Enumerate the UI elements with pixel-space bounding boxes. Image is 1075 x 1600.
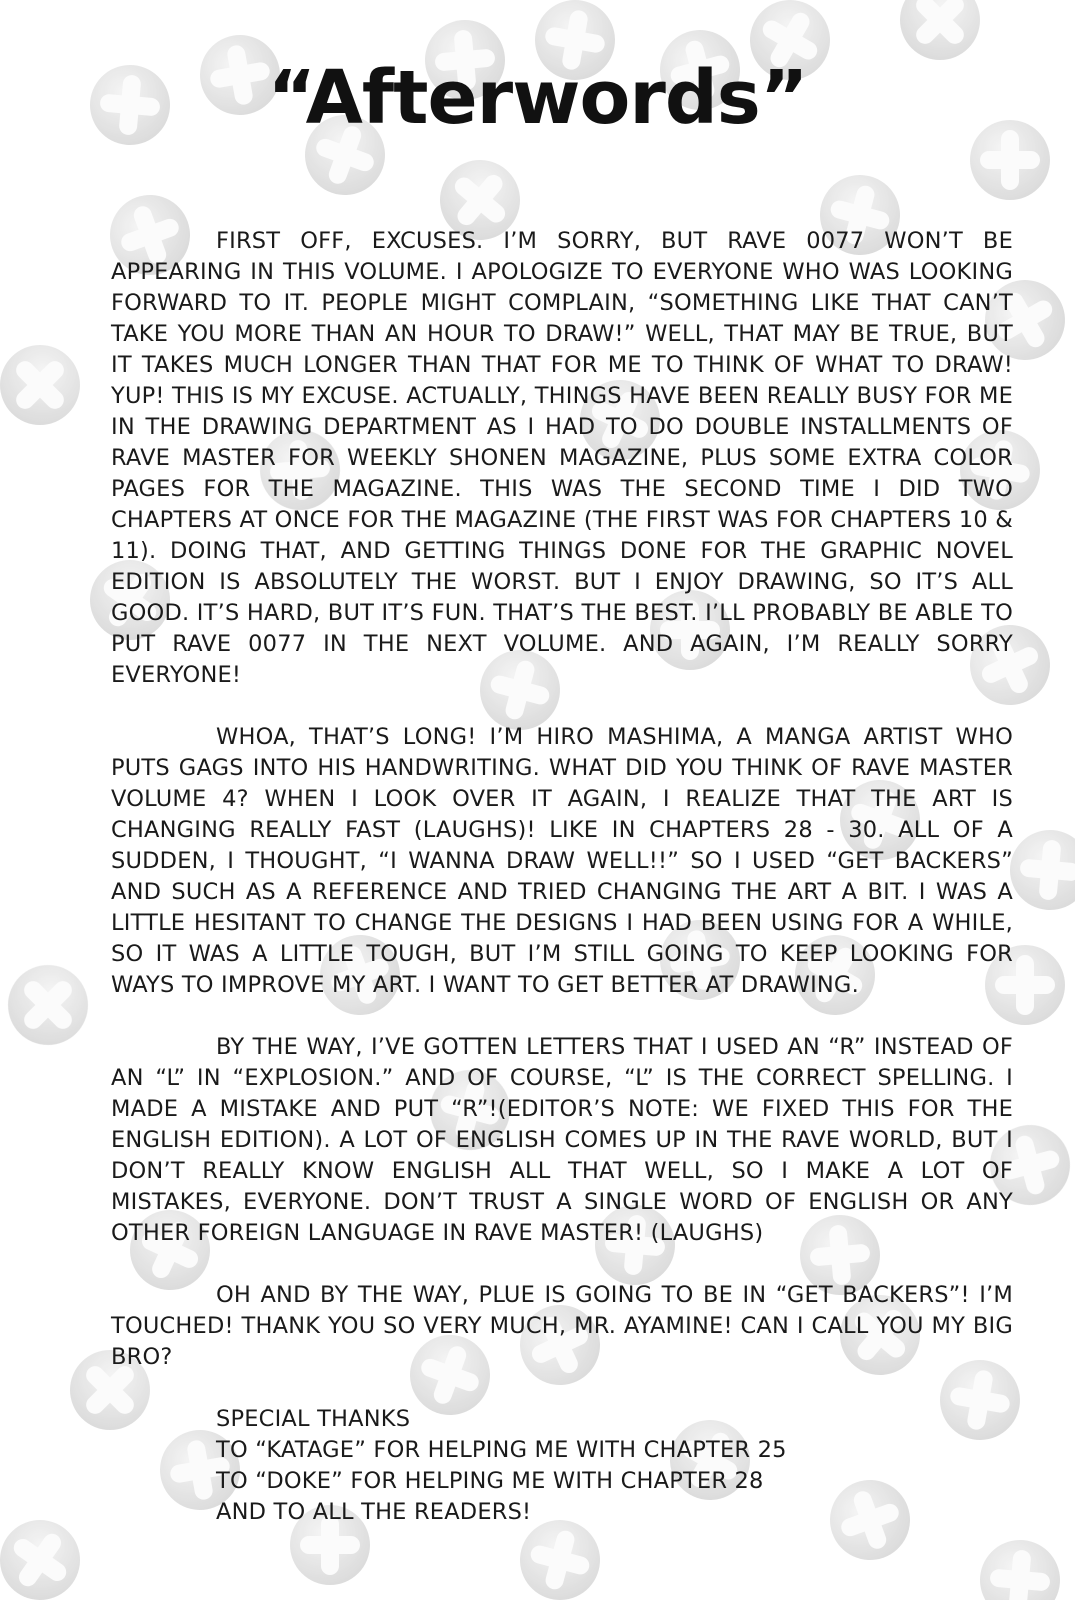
paragraph-english-spelling: BY THE WAY, I’VE GOTTEN LETTERS THAT I USED AN “R” INSTEAD OF AN “L” IN “EXPLOSION.” AND OF COURSE, “L” IS THE CORRECT SPELLING. I MADE A MISTAKE AND PUT “R”!(EDITOR’S NOTE: WE FIXED THIS FOR THE ENGLISH EDITION). A LOT OF ENGLISH COMES UP IN THE RAVE WORLD, BUT I DON’T REALLY KNOW ENGLISH ALL THAT WELL, SO I MAKE A LOT OF MISTAKES, EVERYONE. DON’T TRUST A SINGLE WORD OF ENGLISH OR ANY OTHER FOREIGN LANGUAGE IN RAVE MASTER! (LAUGHS) <box>111 1034 1013 1246</box>
page-title: “Afterwords” <box>267 55 808 141</box>
special-thanks <box>216 1404 1013 1528</box>
thanks-line-readers: AND TO ALL THE READERS! <box>216 1499 532 1525</box>
thanks-line-katage: TO “KATAGE” FOR HELPING ME WITH CHAPTER 25 <box>216 1437 787 1463</box>
afterword-text <box>111 226 1013 1528</box>
paragraph-excuses: FIRST OFF, EXCUSES. I’M SORRY, BUT RAVE 0077 WON’T BE APPEARING IN THIS VOLUME. I APOLOGIZE TO EVERYONE WHO WAS LOOKING FORWARD TO IT. PEOPLE MIGHT COMPLAIN, “SOMETHING LIKE THAT CAN’T TAKE YOU MORE THAN AN HOUR TO DRAW!” WELL, THAT MAY BE TRUE, BUT IT TAKES MUCH LONGER THAN THAT FOR ME TO THINK OF WHAT TO DRAW! YUP! THIS IS MY EXCUSE. ACTUALLY, THINGS HAVE BEEN REALLY BUSY FOR ME IN THE DRAWING DEPARTMENT AS I HAD TO DO DOUBLE INSTALLMENTS OF RAVE MASTER FOR WEEKLY SHONEN MAGAZINE, PLUS SOME EXTRA COLOR PAGES FOR THE MAGAZINE. THIS WAS THE SECOND TIME I DID TWO CHAPTERS AT ONCE FOR THE MAGAZINE (THE FIRST WAS FOR CHAPTERS 10 & 11). DOING THAT, AND GETTING THINGS DONE FOR THE GRAPHIC NOVEL EDITION IS ABSOLUTELY THE WORST. BUT I ENJOY DRAWING, SO IT’S ALL GOOD. IT’S HARD, BUT IT’S FUN. THAT’S THE BEST. I’LL PROBABLY BE ABLE TO PUT RAVE 0077 IN THE NEXT VOLUME. AND AGAIN, I’M REALLY SORRY EVERYONE! <box>111 228 1013 688</box>
paragraph-get-backers: OH AND BY THE WAY, PLUE IS GOING TO BE IN “GET BACKERS”! I’M TOUCHED! THANK YOU SO VERY MUCH, MR. AYAMINE! CAN I CALL YOU MY BIG BRO? <box>111 1282 1013 1370</box>
thanks-line-doke: TO “DOKE” FOR HELPING ME WITH CHAPTER 28 <box>216 1468 764 1494</box>
special-thanks-heading: SPECIAL THANKS <box>216 1406 411 1432</box>
paragraph-art-changes: WHOA, THAT’S LONG! I’M HIRO MASHIMA, A MANGA ARTIST WHO PUTS GAGS INTO HIS HANDWRITING. WHAT DID YOU THINK OF RAVE MASTER VOLUME 4? WHEN I LOOK OVER IT AGAIN, I REALIZE THAT THE ART IS CHANGING REALLY FAST (LAUGHS)! LIKE IN CHAPTERS 28 - 30. ALL OF A SUDDEN, I THOUGHT, “I WANNA DRAW WELL!!” SO I USED “GET BACKERS” AND SUCH AS A REFERENCE AND TRIED CHANGING THE ART A BIT. I WAS A LITTLE HESITANT TO CHANGE THE DESIGNS I HAD BEEN USING FOR A WHILE, SO IT WAS A LITTLE TOUGH, BUT I’M STILL GOING TO KEEP LOOKING FOR WAYS TO IMPROVE MY ART. I WANT TO GET BETTER AT DRAWING. <box>111 724 1013 998</box>
